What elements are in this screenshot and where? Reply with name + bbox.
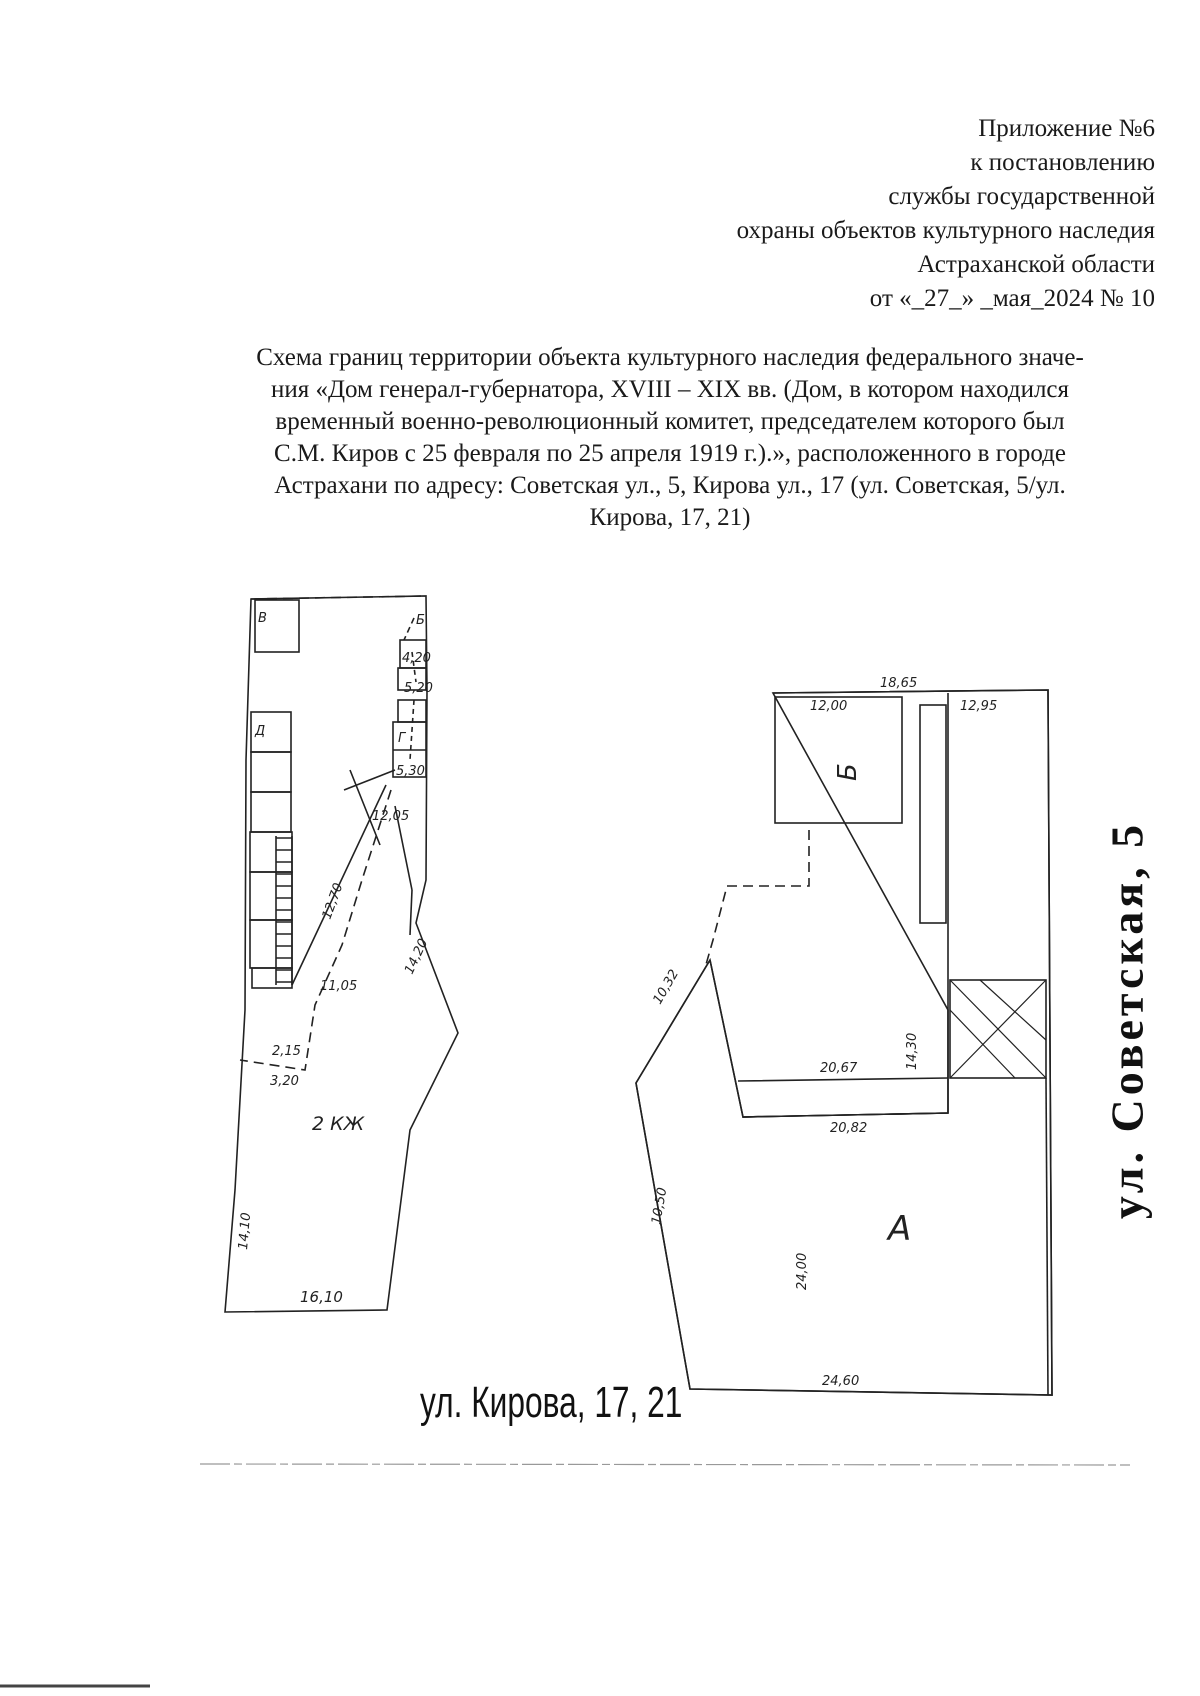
appendix-line: охраны объектов культурного наследия bbox=[736, 217, 1155, 244]
stair bbox=[276, 838, 292, 982]
dim-1410: 14,10 bbox=[236, 1211, 255, 1251]
building-b bbox=[775, 697, 902, 823]
dim-520: 5,20 bbox=[404, 681, 433, 696]
dim-2460: 24,60 bbox=[822, 1374, 860, 1389]
dim-2400: 24,00 bbox=[795, 1252, 810, 1290]
label-2kzh: 2 КЖ bbox=[312, 1113, 365, 1135]
dim-1050: 10,50 bbox=[649, 1186, 671, 1226]
outbuilding bbox=[252, 968, 292, 988]
outbuilding bbox=[251, 752, 291, 792]
dim-530: 5,30 bbox=[396, 764, 425, 779]
dim-1105: 11,05 bbox=[320, 979, 358, 994]
appendix-line: службы государственной bbox=[888, 183, 1155, 210]
dim-1200: 12,00 bbox=[810, 699, 848, 714]
title-line: Астрахани по адресу: Советская ул., 5, Кирова ул., 17 (ул. Советская, 5/ул. bbox=[274, 472, 1066, 499]
label-d: Д bbox=[255, 724, 266, 739]
building-v bbox=[255, 600, 299, 652]
dim-420: 4,20 bbox=[402, 651, 431, 666]
title-line: Схема границ территории объекта культурного наследия федерального значе- bbox=[256, 344, 1084, 371]
label-g: Г bbox=[398, 731, 406, 746]
street-label-sovetskaya: ул. Советская, 5 bbox=[1101, 820, 1153, 1220]
street-label-kirova: ул. Кирова, 17, 21 bbox=[420, 1378, 683, 1427]
appendix-line: Приложение №6 bbox=[978, 115, 1155, 142]
label-b-large: Б bbox=[833, 763, 863, 781]
label-v: В bbox=[258, 611, 267, 626]
dim-2082: 20,82 bbox=[830, 1121, 868, 1136]
title-line: временный военно-революционный комитет, председателем которого был bbox=[275, 408, 1065, 435]
title-line: С.М. Киров с 25 февраля по 25 апреля 1919 г.).», расположенного в городе bbox=[274, 440, 1066, 467]
dim-1610: 16,10 bbox=[300, 1288, 343, 1306]
outbuilding bbox=[250, 872, 292, 920]
outbuilding bbox=[251, 792, 291, 832]
dim-320: 3,20 bbox=[270, 1074, 299, 1089]
outbuilding bbox=[250, 920, 292, 968]
label-a-large: А bbox=[888, 1209, 912, 1249]
dim-1295: 12,95 bbox=[960, 699, 998, 714]
dim-1420: 14,20 bbox=[402, 936, 432, 977]
dim-1430: 14,30 bbox=[905, 1032, 920, 1070]
title-line: Кирова, 17, 21) bbox=[589, 504, 751, 531]
dim-215: 2,15 bbox=[272, 1044, 301, 1059]
dim-1270: 12,70 bbox=[319, 881, 347, 922]
dim-1865: 18,65 bbox=[880, 676, 918, 691]
scan-artifact-line bbox=[200, 1464, 1130, 1465]
right-plot-outline bbox=[636, 690, 1052, 1395]
appendix-line: от «_27_» _мая_2024 № 10 bbox=[869, 285, 1155, 312]
label-b-small: Б bbox=[416, 613, 425, 628]
appendix-line: Астраханской области bbox=[917, 251, 1155, 278]
dim-1032: 10,32 bbox=[650, 967, 683, 1007]
appendix-line: к постановлению bbox=[970, 149, 1155, 176]
title-line: ния «Дом генерал-губернатора, XVIII – XIX вв. (Дом, в котором находился bbox=[270, 376, 1070, 403]
dim-1205: 12,05 bbox=[372, 809, 410, 824]
right-plot-dashed-boundary bbox=[705, 830, 809, 968]
long-outbuilding bbox=[920, 705, 946, 923]
dim-2067: 20,67 bbox=[820, 1061, 858, 1076]
